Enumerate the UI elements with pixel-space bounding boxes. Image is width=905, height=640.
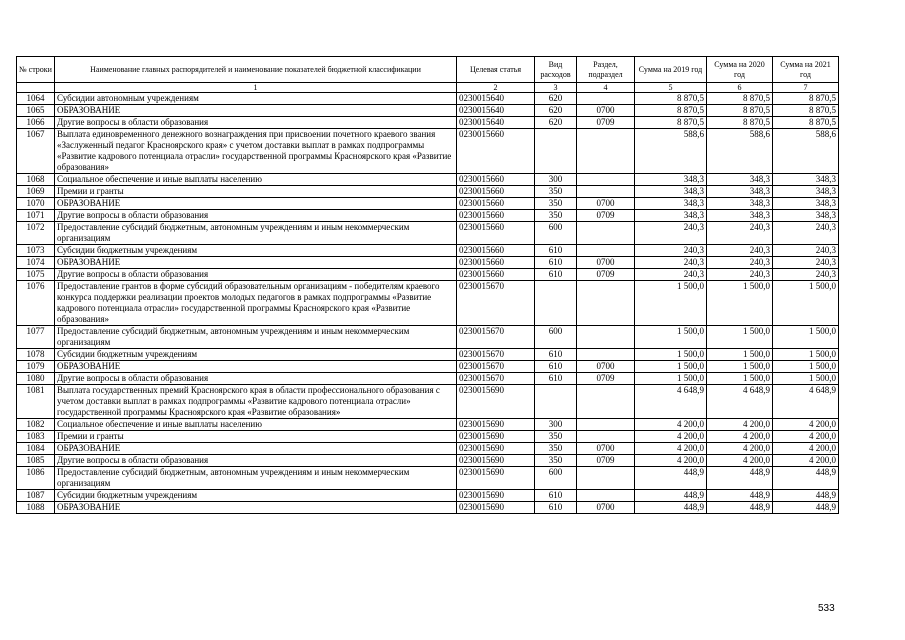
- row-sum-2020: 1 500,0: [707, 361, 773, 373]
- row-name: Предоставление субсидий бюджетным, автономным учреждениям и иным некоммерческим организациям: [55, 467, 457, 490]
- row-expense-kind: 350: [535, 431, 577, 443]
- table-row: [17, 419, 839, 431]
- row-name: Премии и гранты: [55, 431, 457, 443]
- row-sum-2019: 588,6: [635, 129, 707, 174]
- row-expense-kind: 620: [535, 117, 577, 129]
- table-row: [17, 105, 839, 117]
- row-expense-kind: [535, 385, 577, 419]
- row-expense-kind: 610: [535, 269, 577, 281]
- row-sum-2021: 348,3: [773, 186, 839, 198]
- row-sum-2020: 8 870,5: [707, 105, 773, 117]
- row-name: Выплата государственных премий Красноярского края в области профессионального образования с учетом доставки выплат в рамках подпрограммы «Развитие кадрового потенциала отрасли» государственной программы Красноярского края «Развитие образования»: [55, 385, 457, 419]
- row-number: 1082: [17, 419, 55, 431]
- row-sum-2019: 4 648,9: [635, 385, 707, 419]
- row-expense-kind: 350: [535, 455, 577, 467]
- row-expense-kind: 600: [535, 326, 577, 349]
- row-sum-2019: 448,9: [635, 502, 707, 514]
- row-name: Субсидии бюджетным учреждениям: [55, 245, 457, 257]
- row-number: 1071: [17, 210, 55, 222]
- row-number: 1074: [17, 257, 55, 269]
- row-section: [577, 222, 635, 245]
- table-row: [17, 186, 839, 198]
- row-expense-kind: 620: [535, 93, 577, 105]
- row-number: 1088: [17, 502, 55, 514]
- row-sum-2021: 1 500,0: [773, 373, 839, 385]
- row-name: Субсидии бюджетным учреждениям: [55, 349, 457, 361]
- row-target-article: 0230015640: [457, 93, 535, 105]
- row-target-article: 0230015690: [457, 431, 535, 443]
- row-sum-2021: 1 500,0: [773, 361, 839, 373]
- row-number: 1075: [17, 269, 55, 281]
- row-name: ОБРАЗОВАНИЕ: [55, 198, 457, 210]
- row-sum-2021: 348,3: [773, 174, 839, 186]
- row-target-article: 0230015690: [457, 502, 535, 514]
- budget-table: [16, 56, 839, 514]
- row-section: [577, 349, 635, 361]
- header-row: [17, 57, 839, 83]
- row-sum-2021: 1 500,0: [773, 326, 839, 349]
- row-target-article: 0230015660: [457, 257, 535, 269]
- row-target-article: 0230015660: [457, 269, 535, 281]
- header-sum-2020: Сумма на 2020 год: [707, 57, 773, 83]
- page-number: 533: [818, 603, 835, 614]
- header-target: Целевая статья: [457, 57, 535, 83]
- row-number: 1081: [17, 385, 55, 419]
- row-section: [577, 93, 635, 105]
- table-row: [17, 93, 839, 105]
- row-name: Социальное обеспечение и иные выплаты населению: [55, 174, 457, 186]
- row-name: Другие вопросы в области образования: [55, 455, 457, 467]
- header-sum-2019: Сумма на 2019 год: [635, 57, 707, 83]
- row-target-article: 0230015660: [457, 129, 535, 174]
- row-sum-2020: 240,3: [707, 269, 773, 281]
- table-row: [17, 349, 839, 361]
- table-row: [17, 326, 839, 349]
- table-row: [17, 174, 839, 186]
- row-sum-2019: 8 870,5: [635, 93, 707, 105]
- row-expense-kind: 610: [535, 349, 577, 361]
- row-name: Другие вопросы в области образования: [55, 210, 457, 222]
- row-number: 1069: [17, 186, 55, 198]
- row-sum-2019: 348,3: [635, 174, 707, 186]
- column-number: 4: [577, 83, 635, 93]
- row-sum-2020: 4 200,0: [707, 431, 773, 443]
- row-sum-2019: 348,3: [635, 186, 707, 198]
- row-expense-kind: [535, 129, 577, 174]
- row-name: Предоставление грантов в форме субсидий образовательным организациям - победителям краевого конкурса поддержки реализации проектов молодых педагогов в рамках подпрограммы «Развитие кадрового потенциала отрасли» государственной программы Красноярского края «Развитие образования»: [55, 281, 457, 326]
- column-number-row: [17, 83, 839, 93]
- row-target-article: 0230015670: [457, 373, 535, 385]
- row-expense-kind: 620: [535, 105, 577, 117]
- table-row: [17, 502, 839, 514]
- table-row: [17, 245, 839, 257]
- row-target-article: 0230015670: [457, 361, 535, 373]
- row-expense-kind: 610: [535, 245, 577, 257]
- row-expense-kind: 610: [535, 257, 577, 269]
- row-number: 1086: [17, 467, 55, 490]
- row-target-article: 0230015690: [457, 419, 535, 431]
- column-number: 2: [457, 83, 535, 93]
- row-sum-2020: 8 870,5: [707, 93, 773, 105]
- row-section: [577, 129, 635, 174]
- column-number: 1: [55, 83, 457, 93]
- row-section: 0700: [577, 361, 635, 373]
- row-sum-2019: 240,3: [635, 245, 707, 257]
- row-section: [577, 419, 635, 431]
- row-sum-2020: 448,9: [707, 490, 773, 502]
- row-sum-2020: 348,3: [707, 186, 773, 198]
- row-section: 0709: [577, 117, 635, 129]
- table-row: [17, 257, 839, 269]
- row-sum-2020: 348,3: [707, 174, 773, 186]
- row-section: 0700: [577, 443, 635, 455]
- row-section: [577, 245, 635, 257]
- row-number: 1065: [17, 105, 55, 117]
- table-row: [17, 222, 839, 245]
- row-sum-2020: 348,3: [707, 198, 773, 210]
- row-name: Предоставление субсидий бюджетным, автономным учреждениям и иным некоммерческим организациям: [55, 326, 457, 349]
- row-section: 0700: [577, 105, 635, 117]
- row-target-article: 0230015690: [457, 443, 535, 455]
- row-name: Выплата единовременного денежного вознаграждения при присвоении почетного краевого звания «Заслуженный педагог Красноярского края» с учетом доставки выплат в рамках подпрограммы «Развитие кадрового потенциала отрасли» государственной программы Красноярского края «Развитие образования»: [55, 129, 457, 174]
- row-name: Субсидии автономным учреждениям: [55, 93, 457, 105]
- row-expense-kind: 300: [535, 174, 577, 186]
- row-sum-2020: 588,6: [707, 129, 773, 174]
- row-section: [577, 281, 635, 326]
- row-target-article: 0230015690: [457, 467, 535, 490]
- table-row: [17, 210, 839, 222]
- row-sum-2019: 348,3: [635, 210, 707, 222]
- row-sum-2020: 4 648,9: [707, 385, 773, 419]
- row-sum-2020: 1 500,0: [707, 281, 773, 326]
- row-sum-2019: 348,3: [635, 198, 707, 210]
- row-target-article: 0230015640: [457, 105, 535, 117]
- row-section: 0700: [577, 257, 635, 269]
- row-sum-2019: 1 500,0: [635, 349, 707, 361]
- row-name: Субсидии бюджетным учреждениям: [55, 490, 457, 502]
- row-sum-2021: 4 200,0: [773, 455, 839, 467]
- row-section: 0709: [577, 210, 635, 222]
- row-sum-2021: 348,3: [773, 198, 839, 210]
- column-number: 3: [535, 83, 577, 93]
- row-number: 1072: [17, 222, 55, 245]
- row-sum-2019: 1 500,0: [635, 373, 707, 385]
- row-sum-2019: 4 200,0: [635, 419, 707, 431]
- row-sum-2020: 240,3: [707, 222, 773, 245]
- row-number: 1079: [17, 361, 55, 373]
- row-section: [577, 490, 635, 502]
- row-expense-kind: 350: [535, 186, 577, 198]
- table-row: [17, 467, 839, 490]
- row-name: Премии и гранты: [55, 186, 457, 198]
- row-target-article: 0230015670: [457, 281, 535, 326]
- row-expense-kind: 350: [535, 443, 577, 455]
- row-expense-kind: 350: [535, 210, 577, 222]
- row-number: 1085: [17, 455, 55, 467]
- row-section: 0709: [577, 373, 635, 385]
- row-sum-2019: 448,9: [635, 467, 707, 490]
- row-number: 1064: [17, 93, 55, 105]
- row-name: ОБРАЗОВАНИЕ: [55, 105, 457, 117]
- row-sum-2021: 4 200,0: [773, 443, 839, 455]
- column-number: 5: [635, 83, 707, 93]
- row-sum-2020: 4 200,0: [707, 419, 773, 431]
- row-sum-2019: 1 500,0: [635, 326, 707, 349]
- row-number: 1076: [17, 281, 55, 326]
- header-section: Раздел, подраздел: [577, 57, 635, 83]
- row-section: [577, 431, 635, 443]
- row-number: 1068: [17, 174, 55, 186]
- column-number: 6: [707, 83, 773, 93]
- table-row: [17, 443, 839, 455]
- row-sum-2020: 240,3: [707, 257, 773, 269]
- row-expense-kind: [535, 281, 577, 326]
- row-sum-2020: 4 200,0: [707, 443, 773, 455]
- table-body: [17, 93, 839, 514]
- row-expense-kind: 610: [535, 361, 577, 373]
- row-name: Предоставление субсидий бюджетным, автономным учреждениям и иным некоммерческим организациям: [55, 222, 457, 245]
- row-sum-2019: 240,3: [635, 269, 707, 281]
- row-number: 1073: [17, 245, 55, 257]
- row-sum-2020: 8 870,5: [707, 117, 773, 129]
- column-number: 7: [773, 83, 839, 93]
- table-row: [17, 490, 839, 502]
- row-section: 0709: [577, 455, 635, 467]
- row-name: ОБРАЗОВАНИЕ: [55, 443, 457, 455]
- row-sum-2019: 240,3: [635, 257, 707, 269]
- row-sum-2021: 448,9: [773, 502, 839, 514]
- row-target-article: 0230015660: [457, 222, 535, 245]
- row-name: Другие вопросы в области образования: [55, 373, 457, 385]
- table-row: [17, 361, 839, 373]
- table-row: [17, 431, 839, 443]
- row-sum-2021: 240,3: [773, 245, 839, 257]
- row-sum-2021: 240,3: [773, 257, 839, 269]
- table-row: [17, 455, 839, 467]
- row-section: [577, 174, 635, 186]
- row-sum-2019: 448,9: [635, 490, 707, 502]
- table-row: [17, 281, 839, 326]
- row-number: 1080: [17, 373, 55, 385]
- budget-table-sheet: [16, 56, 838, 514]
- row-name: ОБРАЗОВАНИЕ: [55, 257, 457, 269]
- row-section: 0700: [577, 198, 635, 210]
- header-sum-2021: Сумма на 2021 год: [773, 57, 839, 83]
- row-sum-2021: 4 200,0: [773, 419, 839, 431]
- row-target-article: 0230015660: [457, 210, 535, 222]
- row-sum-2020: 348,3: [707, 210, 773, 222]
- row-target-article: 0230015670: [457, 349, 535, 361]
- row-sum-2019: 4 200,0: [635, 455, 707, 467]
- row-sum-2020: 4 200,0: [707, 455, 773, 467]
- row-section: [577, 385, 635, 419]
- row-number: 1083: [17, 431, 55, 443]
- row-sum-2021: 8 870,5: [773, 117, 839, 129]
- row-sum-2021: 588,6: [773, 129, 839, 174]
- row-name: ОБРАЗОВАНИЕ: [55, 502, 457, 514]
- row-section: 0709: [577, 269, 635, 281]
- row-section: [577, 186, 635, 198]
- row-sum-2021: 240,3: [773, 269, 839, 281]
- table-row: [17, 373, 839, 385]
- row-section: [577, 467, 635, 490]
- table-row: [17, 117, 839, 129]
- row-name: Социальное обеспечение и иные выплаты населению: [55, 419, 457, 431]
- row-target-article: 0230015660: [457, 174, 535, 186]
- row-sum-2021: 348,3: [773, 210, 839, 222]
- row-expense-kind: 600: [535, 467, 577, 490]
- row-number: 1066: [17, 117, 55, 129]
- table-row: [17, 129, 839, 174]
- row-target-article: 0230015640: [457, 117, 535, 129]
- row-expense-kind: 610: [535, 490, 577, 502]
- row-number: 1070: [17, 198, 55, 210]
- header-name: Наименование главных распорядителей и наименование показателей бюджетной классификации: [55, 57, 457, 83]
- row-sum-2019: 8 870,5: [635, 105, 707, 117]
- row-sum-2019: 4 200,0: [635, 443, 707, 455]
- row-name: Другие вопросы в области образования: [55, 117, 457, 129]
- row-sum-2021: 1 500,0: [773, 281, 839, 326]
- row-sum-2020: 448,9: [707, 467, 773, 490]
- row-sum-2021: 4 648,9: [773, 385, 839, 419]
- row-sum-2021: 4 200,0: [773, 431, 839, 443]
- row-target-article: 0230015690: [457, 455, 535, 467]
- row-target-article: 0230015690: [457, 385, 535, 419]
- row-number: 1078: [17, 349, 55, 361]
- row-name: Другие вопросы в области образования: [55, 269, 457, 281]
- row-sum-2019: 1 500,0: [635, 361, 707, 373]
- table-row: [17, 385, 839, 419]
- row-sum-2021: 8 870,5: [773, 105, 839, 117]
- row-sum-2019: 4 200,0: [635, 431, 707, 443]
- row-sum-2021: 448,9: [773, 490, 839, 502]
- row-target-article: 0230015690: [457, 490, 535, 502]
- row-sum-2021: 448,9: [773, 467, 839, 490]
- header-kind: Вид расходов: [535, 57, 577, 83]
- row-sum-2020: 448,9: [707, 502, 773, 514]
- row-expense-kind: 300: [535, 419, 577, 431]
- row-sum-2021: 1 500,0: [773, 349, 839, 361]
- header-num: № строки: [17, 57, 55, 83]
- row-sum-2019: 8 870,5: [635, 117, 707, 129]
- row-section: 0700: [577, 502, 635, 514]
- row-expense-kind: 600: [535, 222, 577, 245]
- row-sum-2020: 1 500,0: [707, 326, 773, 349]
- row-sum-2019: 240,3: [635, 222, 707, 245]
- row-sum-2020: 240,3: [707, 245, 773, 257]
- row-target-article: 0230015670: [457, 326, 535, 349]
- column-number: [17, 83, 55, 93]
- row-expense-kind: 610: [535, 502, 577, 514]
- row-sum-2020: 1 500,0: [707, 373, 773, 385]
- row-target-article: 0230015660: [457, 186, 535, 198]
- row-number: 1077: [17, 326, 55, 349]
- row-target-article: 0230015660: [457, 198, 535, 210]
- row-sum-2019: 1 500,0: [635, 281, 707, 326]
- row-target-article: 0230015660: [457, 245, 535, 257]
- row-expense-kind: 610: [535, 373, 577, 385]
- row-sum-2020: 1 500,0: [707, 349, 773, 361]
- row-sum-2021: 240,3: [773, 222, 839, 245]
- table-row: [17, 198, 839, 210]
- row-expense-kind: 350: [535, 198, 577, 210]
- table-row: [17, 269, 839, 281]
- row-number: 1084: [17, 443, 55, 455]
- row-sum-2021: 8 870,5: [773, 93, 839, 105]
- row-name: ОБРАЗОВАНИЕ: [55, 361, 457, 373]
- row-number: 1087: [17, 490, 55, 502]
- row-number: 1067: [17, 129, 55, 174]
- row-section: [577, 326, 635, 349]
